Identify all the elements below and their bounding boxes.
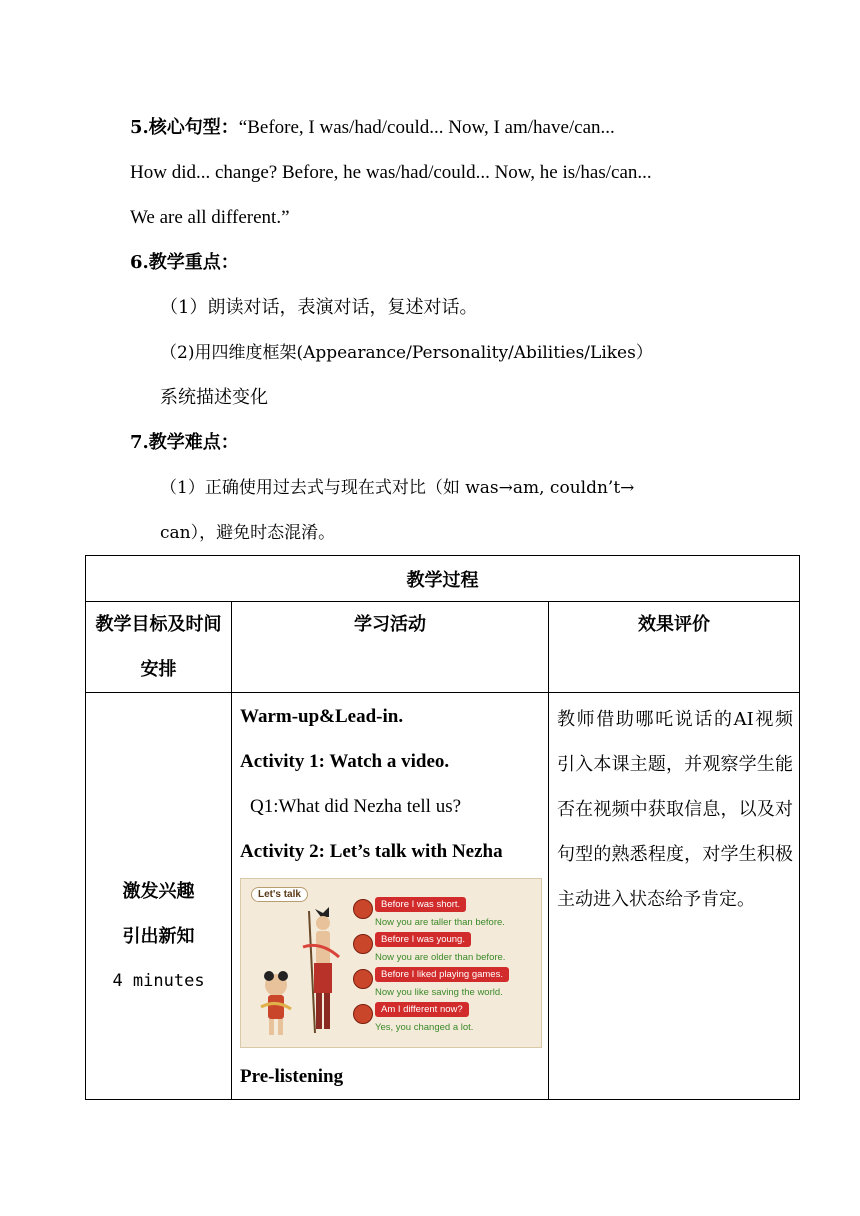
evaluation-text: 教师借助哪吒说话的AI视频引入本课主题，并观察学生能否在视频中获取信息，以及对句型的熟悉程度，对学生积极主动进入状态给予肯定。 xyxy=(557,709,794,910)
lets-talk-image xyxy=(240,878,542,1048)
section7-label: 7.教学难点： xyxy=(130,432,239,453)
header-activity-text: 学习活动 xyxy=(354,614,426,635)
section5-line1: “Before, I was/had/could... Now, I am/have/can... xyxy=(238,117,615,138)
bubble-green-1: Now you are taller than before. xyxy=(375,917,505,928)
row1-evaluation-cell xyxy=(549,693,800,1100)
section7-item1: （1）正确使用过去式与现在式对比（如 was→am, couldn’t→ xyxy=(160,478,635,498)
header-goal-text: 教学目标及时间安排 xyxy=(95,614,222,680)
header-evaluation-text: 效果评价 xyxy=(638,614,710,635)
goal-time: 4 minutes xyxy=(112,971,205,991)
bubble-red-2: Before I was young. xyxy=(375,932,471,947)
section5-heading xyxy=(130,116,615,140)
activity1-heading: Activity 1: Watch a video. xyxy=(240,751,450,772)
bubble-green-4: Yes, you changed a lot. xyxy=(375,1022,474,1033)
section6-item2b: 系统描述变化 xyxy=(160,387,268,408)
section7-item1b: can），避免时态混淆。 xyxy=(160,523,336,543)
speaker-avatar-icon xyxy=(353,1004,373,1024)
bubble-green-3: Now you like saving the world. xyxy=(375,987,503,998)
nezha-adult-figure xyxy=(301,907,341,1035)
section5-line2: How did... change? Before, he was/had/could... Now, he is/has/can... xyxy=(130,162,652,183)
header-activity xyxy=(232,602,549,693)
section6-label: 6.教学重点： xyxy=(130,252,239,273)
nezha-child-figure xyxy=(259,971,293,1037)
bubble-red-1: Before I was short. xyxy=(375,897,466,912)
activity2-heading: Activity 2: Let’s talk with Nezha xyxy=(240,841,503,862)
goal-line1: 激发兴趣 xyxy=(122,881,195,902)
warmup-heading: Warm-up&Lead-in. xyxy=(240,706,404,727)
header-evaluation xyxy=(549,602,800,693)
goal-line2: 引出新知 xyxy=(122,926,195,947)
row1-activity-cell xyxy=(232,693,549,1100)
section6-item1: （1）朗读对话，表演对话，复述对话。 xyxy=(160,297,478,318)
prelistening-heading: Pre-listening xyxy=(240,1066,344,1087)
speaker-avatar-icon xyxy=(353,899,373,919)
section5-label: 5.核心句型： xyxy=(130,117,239,138)
bubble-green-2: Now you are older than before. xyxy=(375,952,506,963)
section6-item2: （2)用四维度框架(Appearance/Personality/Abilities/Likes） xyxy=(160,343,653,363)
bubble-red-3: Before I liked playing games. xyxy=(375,967,509,982)
speaker-avatar-icon xyxy=(353,969,373,989)
row1-goal-cell xyxy=(86,693,232,1100)
lets-talk-tag: Let's talk xyxy=(251,887,308,902)
table-title-text: 教学过程 xyxy=(406,569,479,591)
question1: Q1:What did Nezha tell us? xyxy=(250,796,462,817)
table-title xyxy=(86,556,800,602)
header-goal xyxy=(86,602,232,693)
speaker-avatar-icon xyxy=(353,934,373,954)
teaching-process-table xyxy=(85,555,800,1100)
section5-line3: We are all different.” xyxy=(130,207,290,228)
bubble-red-4: Am I different now? xyxy=(375,1002,469,1017)
